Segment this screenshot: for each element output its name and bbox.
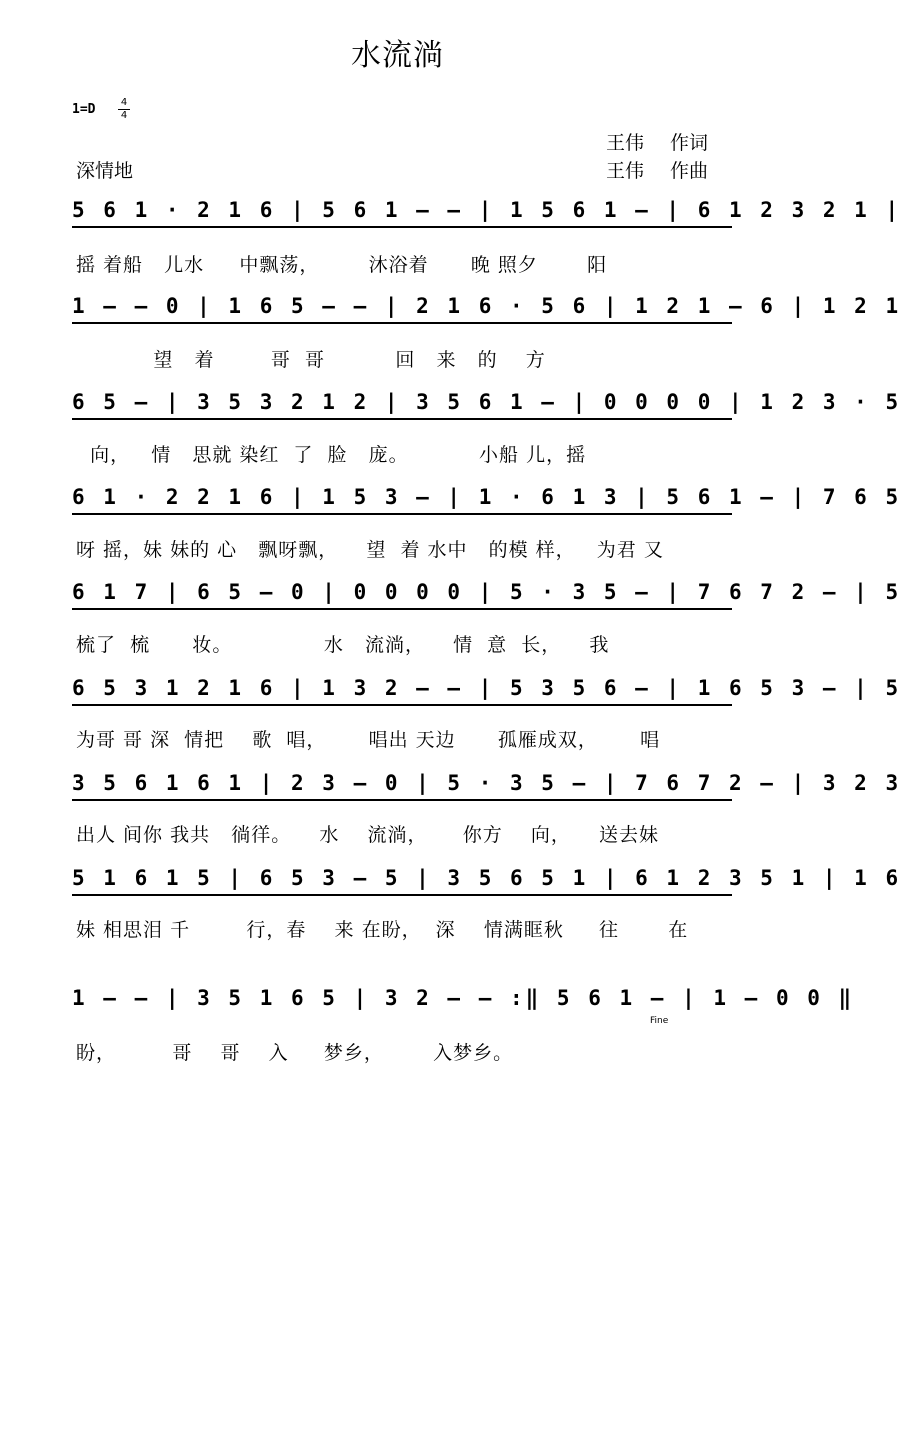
lyrics-row-4: 呀 摇，妹 妹的 心 飘呀飘， 望 着 水中 的模 样， 为君 又 bbox=[76, 539, 664, 561]
lyricist-name: 王伟 bbox=[606, 132, 645, 154]
lyrics-row-3: 向， 情 思就 染红 了 脸 庞。 小船 儿，摇 bbox=[76, 444, 587, 466]
notation-row-4: 6 1 · 2 2 1 6 | 1 5 3 — | 1 · 6 1 3 | 5 6 1 — | 7 6 5 bbox=[72, 485, 732, 515]
notation-row-6: 6 5 3 1 2 1 6 | 1 3 2 — — | 5 3 5 6 — | 1 6 5 3 — | 5 bbox=[72, 676, 732, 706]
lyricist-role: 作词 bbox=[670, 132, 709, 154]
notation-row-1: 5 6 1 · 2 1 6 | 5 6 1 — — | 1 5 6 1 — | 6 1 2 3 2 1 | bbox=[72, 198, 732, 228]
notation-row-5: 6 1 7 | 6 5 — 0 | 0 0 0 0 | 5 · 3 5 — | 7 6 7 2 — | 5 bbox=[72, 580, 732, 610]
notation-row-2: 1 — — 0 | 1 6 5 — — | 2 1 6 · 5 6 | 1 2 1 — 6 | 1 2 1 bbox=[72, 294, 732, 324]
lyrics-row-9: 盼， 哥 哥 入 梦乡， 入梦乡。 bbox=[76, 1042, 514, 1064]
composer-role: 作曲 bbox=[670, 160, 709, 182]
key-signature: 1=D bbox=[72, 102, 96, 117]
lyricist-credit bbox=[606, 128, 708, 155]
lyrics-row-8: 妹 相思泪 千 行，春 来 在盼， 深 情满眶秋 往 在 bbox=[76, 919, 689, 941]
lyrics-row-6: 为哥 哥 深 情把 歌 唱， 唱出 天边 孤雁成双， 唱 bbox=[76, 729, 661, 751]
notation-row-7: 3 5 6 1 6 1 | 2 3 — 0 | 5 · 3 5 — | 7 6 7 2 — | 3 2 3 bbox=[72, 771, 732, 801]
composer-name: 王伟 bbox=[606, 160, 645, 182]
notation-row-3: 6 5 — | 3 5 3 2 1 2 | 3 5 6 1 — | 0 0 0 0 | 1 2 3 · 5 bbox=[72, 390, 732, 420]
time-signature-bottom: 4 bbox=[120, 110, 128, 121]
composer-credit bbox=[606, 156, 708, 183]
lyrics-row-2: 望 着 哥 哥 回 来 的 方 bbox=[76, 349, 546, 371]
lyrics-row-5: 梳了 梳 妆。 水 流淌， 情 意 长， 我 bbox=[76, 634, 610, 656]
song-title: 水流淌 bbox=[351, 38, 444, 73]
lyrics-row-1: 摇 着船 儿水 中飘荡， 沐浴着 晚 照夕 阳 bbox=[76, 254, 608, 276]
notation-row-9: 1 — — | 3 5 1 6 5 | 3 2 — — :‖ 5 6 1 — | 1 — 0 0 ‖ bbox=[72, 986, 855, 1010]
time-signature-top: 4 bbox=[120, 97, 128, 108]
expression-marking: 深情地 bbox=[76, 160, 134, 182]
time-signature bbox=[118, 98, 130, 121]
fine-marking: Fine bbox=[650, 1016, 669, 1026]
notation-row-8: 5 1 6 1 5 | 6 5 3 — 5 | 3 5 6 5 1 | 6 1 2 3 5 1 | 1 6 bbox=[72, 866, 732, 896]
lyrics-row-7: 出人 间你 我共 徜徉。 水 流淌， 你方 向， 送去妹 bbox=[76, 824, 660, 846]
